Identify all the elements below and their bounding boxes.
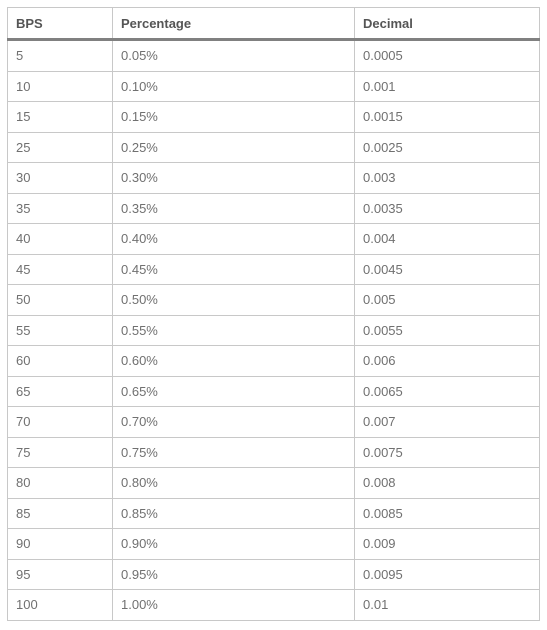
cell-bps: 75: [8, 437, 113, 468]
table-row: [8, 407, 540, 438]
table-row: [8, 40, 540, 72]
cell-decimal: 0.009: [355, 529, 540, 560]
header-row: [8, 8, 540, 40]
cell-bps: 15: [8, 102, 113, 133]
cell-decimal: 0.0085: [355, 498, 540, 529]
cell-percentage: 0.85%: [113, 498, 355, 529]
cell-bps: 50: [8, 285, 113, 316]
cell-bps: 95: [8, 559, 113, 590]
cell-bps: 90: [8, 529, 113, 560]
table-body: [8, 40, 540, 621]
cell-decimal: 0.001: [355, 71, 540, 102]
cell-bps: 80: [8, 468, 113, 499]
table-row: [8, 468, 540, 499]
cell-decimal: 0.006: [355, 346, 540, 377]
cell-percentage: 0.15%: [113, 102, 355, 133]
cell-decimal: 0.003: [355, 163, 540, 194]
cell-decimal: 0.01: [355, 590, 540, 621]
bps-conversion-table: [7, 7, 540, 621]
bps-conversion-table-container: [7, 7, 539, 621]
cell-percentage: 0.80%: [113, 468, 355, 499]
cell-bps: 35: [8, 193, 113, 224]
cell-decimal: 0.0025: [355, 132, 540, 163]
table-row: [8, 346, 540, 377]
cell-decimal: 0.007: [355, 407, 540, 438]
table-row: [8, 224, 540, 255]
cell-bps: 60: [8, 346, 113, 377]
cell-bps: 65: [8, 376, 113, 407]
cell-decimal: 0.005: [355, 285, 540, 316]
cell-decimal: 0.0045: [355, 254, 540, 285]
cell-decimal: 0.0095: [355, 559, 540, 590]
table-header: [8, 8, 540, 40]
cell-bps: 5: [8, 40, 113, 72]
cell-decimal: 0.0065: [355, 376, 540, 407]
cell-bps: 45: [8, 254, 113, 285]
cell-percentage: 0.30%: [113, 163, 355, 194]
cell-percentage: 0.50%: [113, 285, 355, 316]
cell-bps: 40: [8, 224, 113, 255]
cell-percentage: 0.25%: [113, 132, 355, 163]
table-row: [8, 376, 540, 407]
table-row: [8, 559, 540, 590]
cell-bps: 30: [8, 163, 113, 194]
cell-percentage: 0.35%: [113, 193, 355, 224]
cell-decimal: 0.0075: [355, 437, 540, 468]
cell-percentage: 0.40%: [113, 224, 355, 255]
cell-bps: 70: [8, 407, 113, 438]
cell-percentage: 0.95%: [113, 559, 355, 590]
cell-decimal: 0.004: [355, 224, 540, 255]
table-row: [8, 590, 540, 621]
cell-percentage: 0.55%: [113, 315, 355, 346]
cell-bps: 10: [8, 71, 113, 102]
cell-percentage: 0.45%: [113, 254, 355, 285]
table-row: [8, 315, 540, 346]
table-row: [8, 163, 540, 194]
cell-decimal: 0.0055: [355, 315, 540, 346]
table-row: [8, 102, 540, 133]
cell-bps: 55: [8, 315, 113, 346]
table-row: [8, 498, 540, 529]
cell-bps: 25: [8, 132, 113, 163]
header-percentage: Percentage: [113, 8, 355, 40]
table-row: [8, 529, 540, 560]
cell-bps: 85: [8, 498, 113, 529]
table-row: [8, 132, 540, 163]
cell-percentage: 0.75%: [113, 437, 355, 468]
table-row: [8, 285, 540, 316]
cell-decimal: 0.0015: [355, 102, 540, 133]
cell-decimal: 0.0035: [355, 193, 540, 224]
cell-percentage: 0.90%: [113, 529, 355, 560]
cell-bps: 100: [8, 590, 113, 621]
header-bps: BPS: [8, 8, 113, 40]
cell-percentage: 0.70%: [113, 407, 355, 438]
cell-percentage: 0.60%: [113, 346, 355, 377]
cell-percentage: 1.00%: [113, 590, 355, 621]
cell-decimal: 0.008: [355, 468, 540, 499]
table-row: [8, 71, 540, 102]
table-row: [8, 193, 540, 224]
table-row: [8, 437, 540, 468]
cell-percentage: 0.05%: [113, 40, 355, 72]
cell-decimal: 0.0005: [355, 40, 540, 72]
cell-percentage: 0.65%: [113, 376, 355, 407]
table-row: [8, 254, 540, 285]
header-decimal: Decimal: [355, 8, 540, 40]
cell-percentage: 0.10%: [113, 71, 355, 102]
